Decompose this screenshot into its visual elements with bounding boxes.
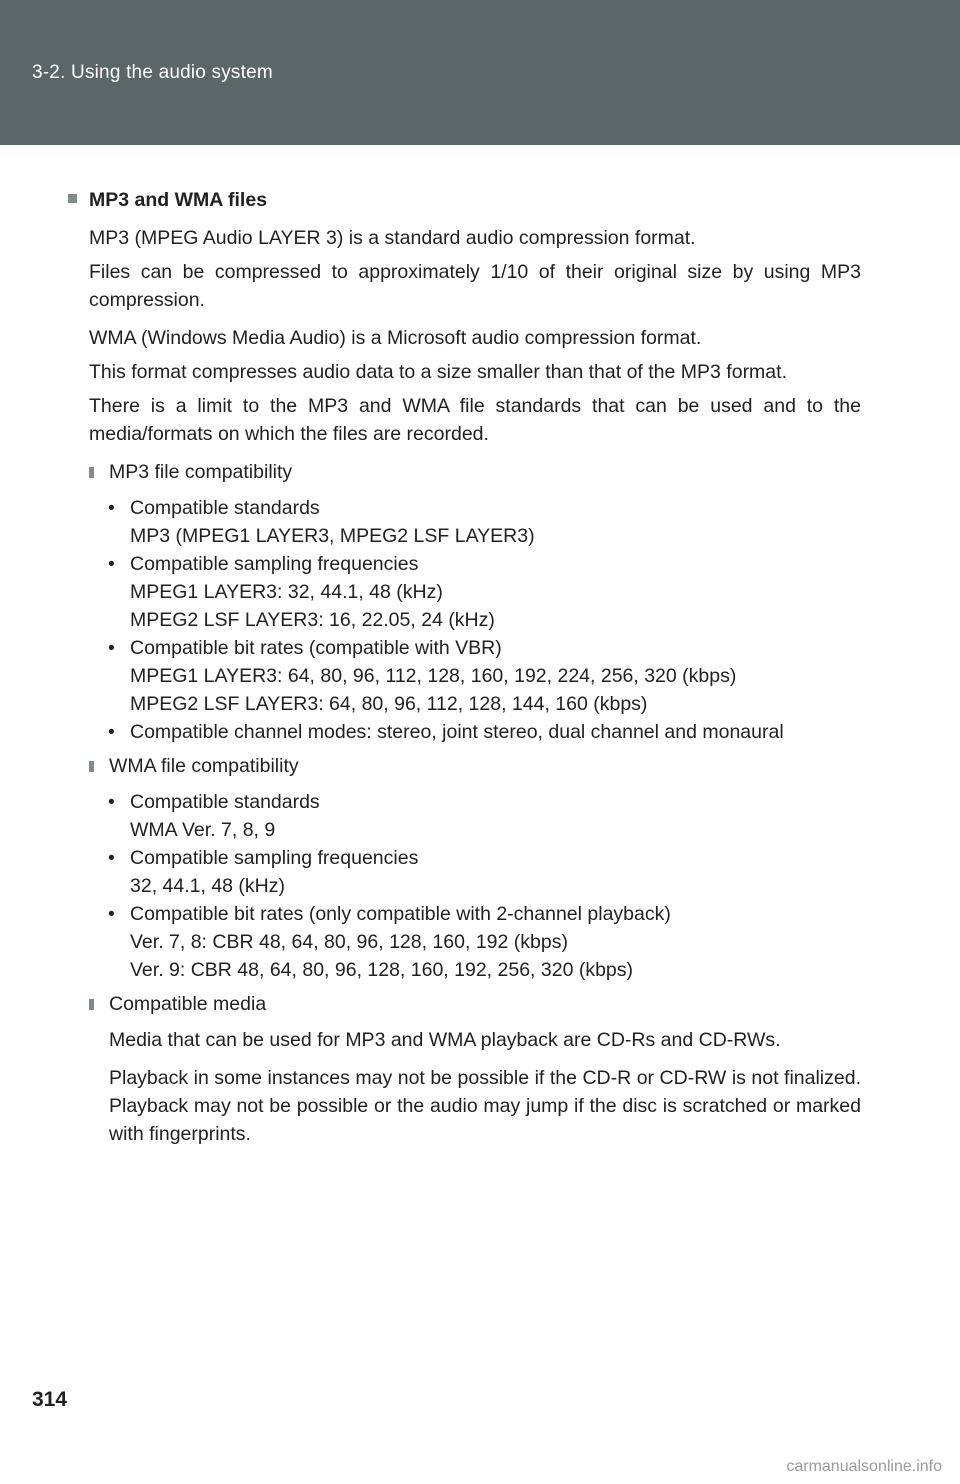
page-header xyxy=(0,0,960,145)
spec-value: Ver. 9: CBR 48, 64, 80, 96, 128, 160, 192, 256, 320 (kbps) xyxy=(130,959,634,981)
spec-value: MP3 (MPEG1 LAYER3, MPEG2 LSF LAYER3) xyxy=(130,525,535,547)
mp3-spec-list xyxy=(68,494,861,746)
spec-label: Compatible bit rates (compatible with VBR) xyxy=(130,637,502,659)
spec-label: Compatible standards xyxy=(130,497,320,519)
bullet-dot-icon: • xyxy=(108,637,115,659)
bullet-dot-icon: • xyxy=(108,721,115,743)
page-content xyxy=(68,186,861,1158)
spec-item xyxy=(108,718,861,746)
paragraph: MP3 (MPEG Audio LAYER 3) is a standard audio compression format. xyxy=(89,227,696,249)
paragraph: Playback in some instances may not be possible if the CD-R or CD-RW is not finalized. Playback may not be possible or the audio may jump if the disc is scratched or marked with fingerprints. xyxy=(109,1067,861,1145)
spec-label: Compatible sampling frequencies xyxy=(130,847,419,869)
sub-heading-label: MP3 file compatibility xyxy=(109,461,293,483)
spec-item xyxy=(108,634,861,718)
breadcrumb: 3-2. Using the audio system xyxy=(32,62,273,83)
spec-value: MPEG2 LSF LAYER3: 64, 80, 96, 112, 128, 144, 160 (kbps) xyxy=(130,693,648,715)
section-heading xyxy=(68,186,861,214)
bullet-dot-icon: • xyxy=(108,497,115,519)
bullet-dot-icon: • xyxy=(108,791,115,813)
bullet-marker-icon xyxy=(89,999,94,1010)
spec-value: MPEG2 LSF LAYER3: 16, 22.05, 24 (kHz) xyxy=(130,609,495,631)
spec-value: 32, 44.1, 48 (kHz) xyxy=(130,875,285,897)
paragraph: This format compresses audio data to a size smaller than that of the MP3 format. xyxy=(89,361,787,383)
spec-value: MPEG1 LAYER3: 64, 80, 96, 112, 128, 160, 192, 224, 256, 320 (kbps) xyxy=(130,665,737,687)
spec-value: Ver. 7, 8: CBR 48, 64, 80, 96, 128, 160, 192 (kbps) xyxy=(130,931,568,953)
spec-label: Compatible sampling frequencies xyxy=(130,553,419,575)
spec-item xyxy=(108,844,861,900)
spec-item xyxy=(108,788,861,844)
bullet-marker-icon xyxy=(89,761,94,772)
sub-heading-label: WMA file compatibility xyxy=(109,755,299,777)
square-marker-icon xyxy=(68,194,77,203)
mp3-compat-heading xyxy=(68,458,861,486)
wma-spec-list xyxy=(68,788,861,984)
spec-label: Compatible standards xyxy=(130,791,320,813)
wma-compat-heading xyxy=(68,752,861,780)
bullet-dot-icon: • xyxy=(108,903,115,925)
bullet-dot-icon: • xyxy=(108,553,115,575)
paragraph: Files can be compressed to approximately 1/10 of their original size by using MP3 compression. xyxy=(89,261,861,311)
paragraph: Media that can be used for MP3 and WMA playback are CD-Rs and CD-RWs. xyxy=(109,1029,781,1051)
paragraph: WMA (Windows Media Audio) is a Microsoft audio compression format. xyxy=(89,327,702,349)
spec-item xyxy=(108,900,861,984)
paragraph: There is a limit to the MP3 and WMA file standards that can be used and to the media/formats on which the files are recorded. xyxy=(89,395,861,445)
spec-item xyxy=(108,494,861,550)
spec-value: WMA Ver. 7, 8, 9 xyxy=(130,819,276,841)
spec-label: Compatible channel modes: stereo, joint stereo, dual channel and monaural xyxy=(130,721,784,743)
spec-value: MPEG1 LAYER3: 32, 44.1, 48 (kHz) xyxy=(130,581,443,603)
section-title: MP3 and WMA files xyxy=(89,189,268,211)
spec-label: Compatible bit rates (only compatible with 2-channel playback) xyxy=(130,903,671,925)
media-heading xyxy=(68,990,861,1018)
page-number: 314 xyxy=(32,1388,68,1411)
sub-heading-label: Compatible media xyxy=(109,993,267,1015)
watermark: carmanualsonline.info xyxy=(786,1458,942,1475)
bullet-dot-icon: • xyxy=(108,847,115,869)
bullet-marker-icon xyxy=(89,467,94,478)
spec-item xyxy=(108,550,861,634)
